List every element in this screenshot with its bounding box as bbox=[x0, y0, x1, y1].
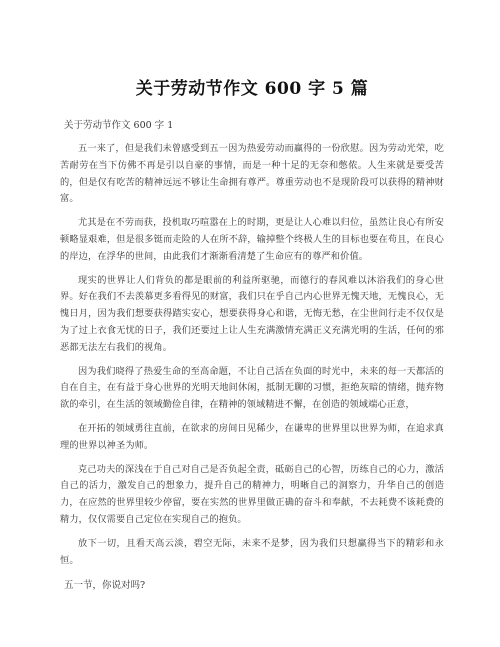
paragraph: 五一来了，但是我们未曾感受到五一因为热爱劳动而赢得的一份欣慰。因为劳动光荣，吃苦耐劳在当下仿佛不再是引以自豪的事情，而是一种十足的无奈和憋侬。人生来就是要受苦的，但是仅有吃苦的精神远远不够让生命拥有尊严。尊重劳动也不是现阶段可以获得的精神财富。 bbox=[60, 143, 444, 205]
paragraph: 现实的世界让人们背负的都是眼前的利益所驱驰，而德行的春风难以沐浴我们的身心世界。好在我们不去羡慕更多看得见的财富，我们只在乎自己内心世界无愧天地，无愧良心，无愧日月，因为我们想要获得踏实安心，想要获得身心和谐，无悔无愁，在尘世间行走不仅仅是为了过上衣食无忧的日子，我们还要过上让人生充满激情充满正义充满光明的生活，任何的邪恶都无法左右我们的视角。 bbox=[60, 274, 444, 353]
document-title: 关于劳动节作文 600 字 5 篇 bbox=[135, 79, 369, 99]
paragraph: 因为我们晓得了热爱生命的至高命题，不让自己活在负面的时光中，未来的每一天都活的自在自主，在有益于身心世界的光明天地间休闲，抵制无聊的习惯，拒绝灰暗的情绪，抛弃物欲的牵引，在生活的领域勤俭自律，在精神的领域精进不懈，在创造的领域端心正意， bbox=[60, 365, 444, 411]
section-heading: 关于劳动节作文 600 字 1 bbox=[64, 120, 174, 131]
closing-line: 五一节，你说对吗? bbox=[64, 580, 146, 592]
paragraph: 尤其是在不劳而获，投机取巧喧嚣在上的时期，更是让人心难以归位，虽然让良心有所安顿略显艰难，但是很多铤而走险的人在所不辞，输掉整个终极人生的目标也要在苟且，在良心的岸边，在浮华的世间，由此我们才渐渐看清楚了生命应有的尊严和价值。 bbox=[60, 217, 444, 262]
paragraph: 在开拓的领域勇往直前，在欲求的房间日见稀少，在谦卑的世界里以世界为师，在追求真理的世界以神圣为师。 bbox=[60, 422, 444, 451]
paragraph: 克己功夫的深浅在于自己对自己是否负起全责，砥砺自己的心智，历练自己的心力，激活自己的活力，激发自己的想象力，提升自己的精神力，明晰自己的洞察力，升华自己的创造力，在应然的世界里较少停留，要在实然的世界里做正确的奋斗和奉献，不去耗费不该耗费的精力，仅仅需要自己定位在实现自己的抱负。 bbox=[60, 463, 444, 525]
paragraph: 放下一切，且看天高云淡，碧空无际，未来不是梦，因为我们只想赢得当下的精彩和永恒。 bbox=[60, 537, 444, 566]
